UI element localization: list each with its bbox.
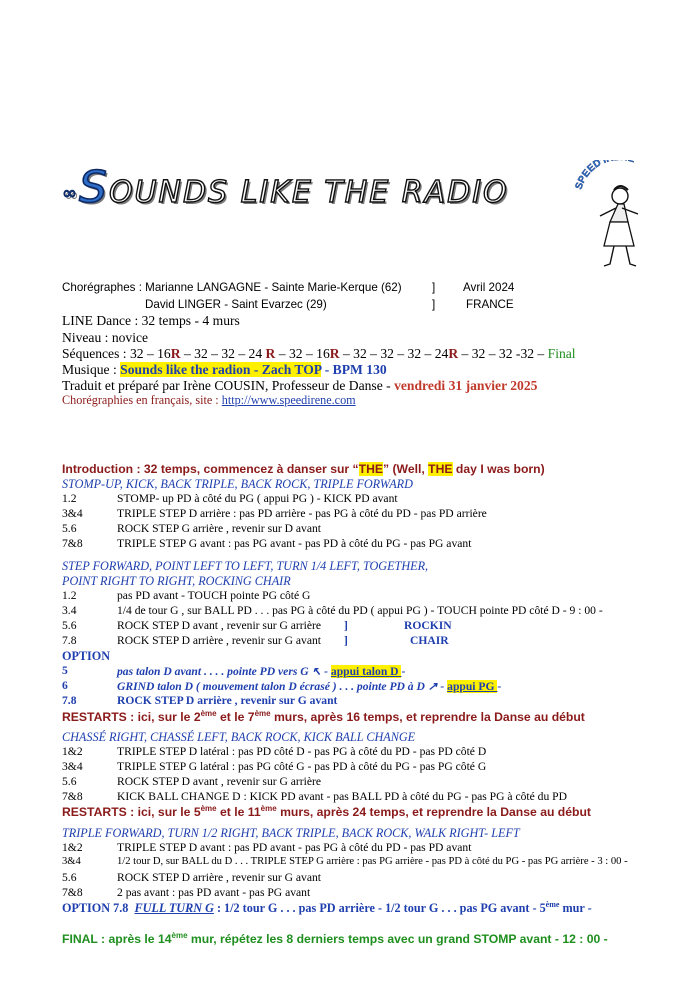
- svg-text:SPEED'IRENE: SPEED'I: [573, 160, 608, 192]
- translated-text: Traduit et préparé par Irène COUSIN, Professeur de Danse - vendredi 31 janvier 2025: [62, 378, 538, 393]
- restart-1-text: RESTARTS : ici, sur le 2ème et le 7ème murs, après 16 temps, et reprendre la Danse au début: [62, 709, 585, 725]
- section-2-heading-2: POINT RIGHT TO RIGHT, ROCKING CHAIR: [62, 574, 291, 588]
- section-1-heading: STOMP-UP, KICK, BACK TRIPLE, BACK ROCK, TRIPLE FORWARD: [62, 477, 413, 491]
- restart-2-text: RESTARTS : ici, sur le 5ème et le 11ème murs, après 24 temps, et reprendre la Danse au début: [62, 804, 591, 820]
- sequences-text: Séquences : 32 – 16R – 32 – 32 – 24 R – 32 – 16R – 32 – 32 – 32 – 24R – 32 – 32 -32 – Final: [62, 346, 576, 361]
- section-2-heading: STEP FORWARD, POINT LEFT TO LEFT, TURN 1/4 LEFT, TOGETHER,: [62, 559, 429, 573]
- section-3-heading: CHASSÉ RIGHT, CHASSÉ LEFT, BACK ROCK, KICK BALL CHANGE: [62, 730, 416, 744]
- dancer-logo-icon: [570, 160, 670, 270]
- line-dance-text: LINE Dance : 32 temps - 4 murs: [62, 313, 240, 328]
- intro-text: Introduction : 32 temps, commencez à danser sur “THE” (Well, THE day I was born): [62, 462, 545, 476]
- final-text: FINAL : après le 14ème mur, répétez les 8 derniers temps avec un grand STOMP avant - 12 : 00 -: [62, 931, 608, 947]
- bracket-1: ]: [432, 281, 436, 294]
- option-label: OPTION: [62, 649, 111, 663]
- bracket-2: ]: [432, 298, 436, 311]
- date-text: Avril 2024: [463, 281, 515, 294]
- music-text: Musique : Sounds like the radion - Zach TOP - BPM 130: [62, 362, 387, 377]
- choreographer-line-1: Chorégraphes : Marianne LANGAGNE - Sainte Marie-Kerque (62): [62, 281, 402, 294]
- level-text: Niveau : novice: [62, 330, 149, 345]
- swirl-icon: ∞: [62, 183, 79, 204]
- speedirene-logo: [570, 160, 670, 270]
- section-4-heading: TRIPLE FORWARD, TURN 1/2 RIGHT, BACK TRIPLE, BACK ROCK, WALK RIGHT- LEFT: [62, 826, 520, 840]
- country-text: FRANCE: [466, 298, 514, 311]
- site-link[interactable]: http://www.speedirene.com: [221, 393, 356, 407]
- option-2-text: OPTION 7.8 FULL TURN G : 1/2 tour G . . . pas PD arrière - 1/2 tour G . . . pas PG avant - 5ème mur -: [62, 900, 592, 916]
- page-title: ∞SOUNDS LIKE THE RADIO: [62, 162, 509, 213]
- site-text: Chorégraphies en français, site : http://www.speedirene.com: [62, 393, 356, 407]
- choreographer-line-2: David LINGER - Saint Evarzec (29): [145, 298, 327, 311]
